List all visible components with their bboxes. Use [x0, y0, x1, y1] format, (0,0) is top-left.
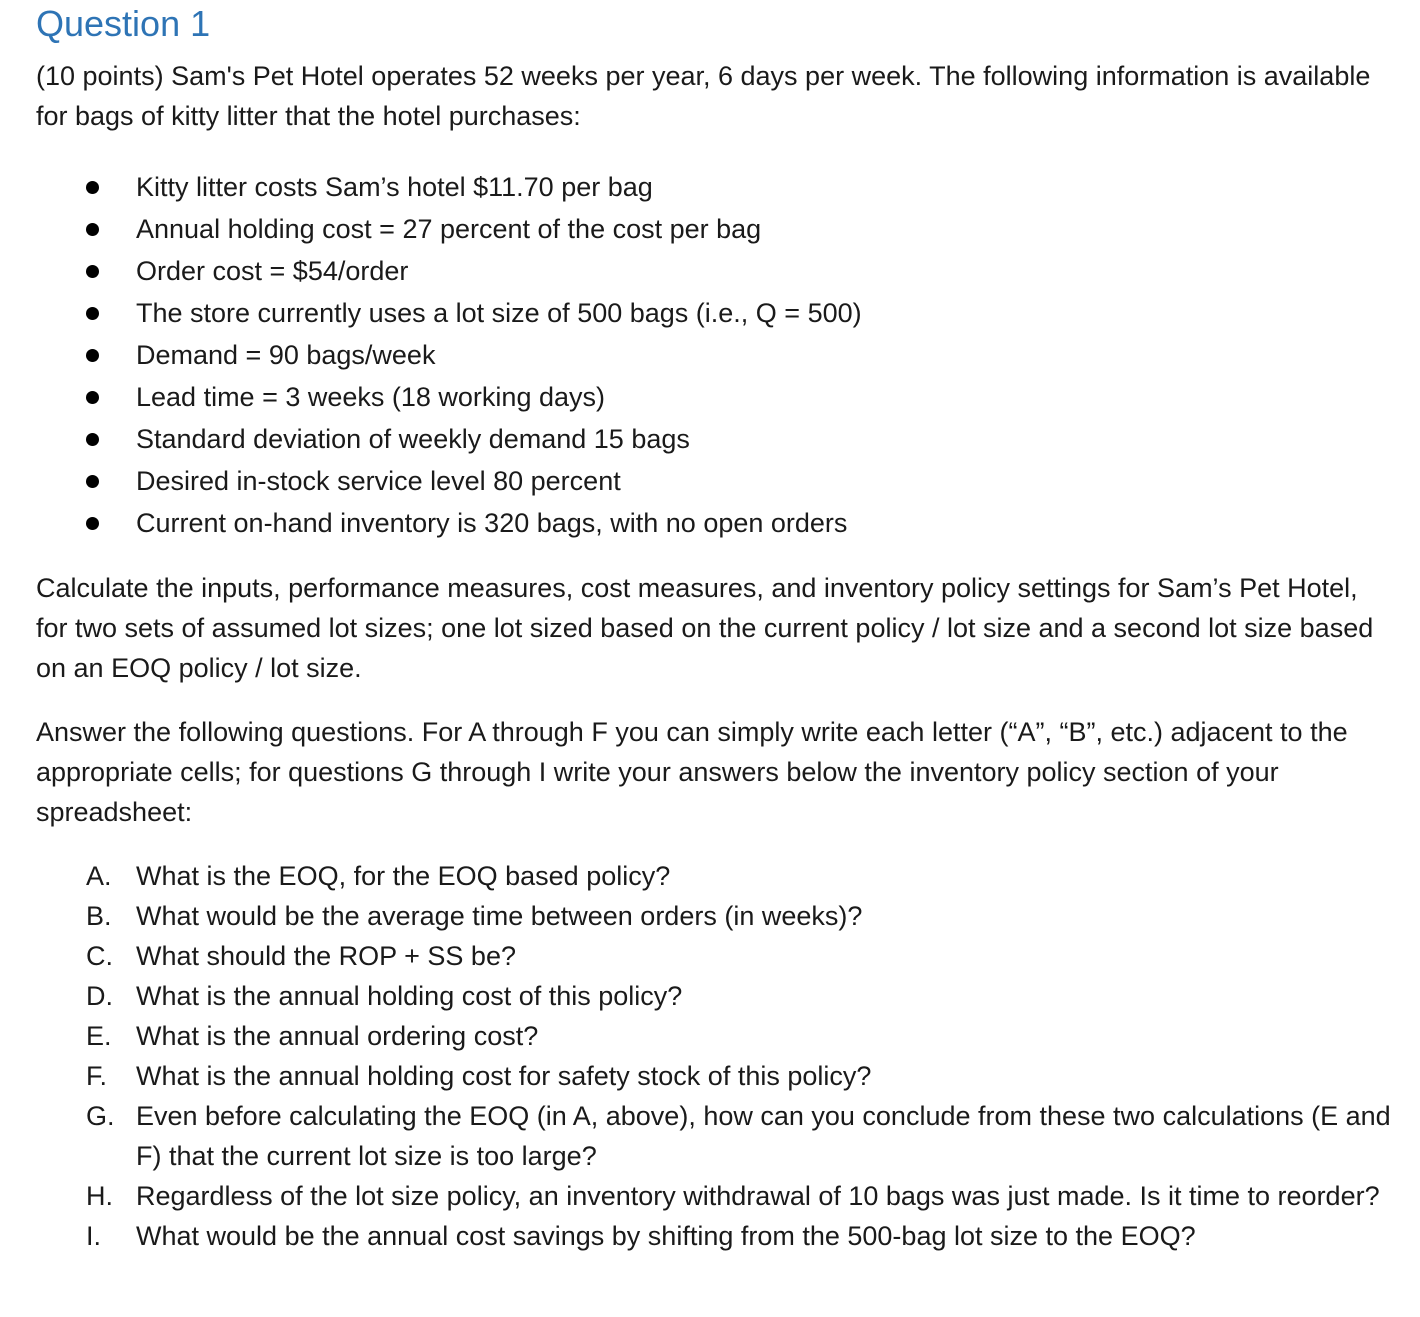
bullet-item [36, 166, 1396, 208]
bullet-text: Current on-hand inventory is 320 bags, with no open orders [136, 508, 848, 538]
question-letter: H. [86, 1181, 113, 1211]
bullet-text: Annual holding cost = 27 percent of the cost per bag [136, 214, 762, 244]
question-text: What would be the average time between orders (in weeks)? [136, 901, 863, 931]
question-item [36, 896, 1396, 936]
bullet-text: Desired in-stock service level 80 percent [136, 466, 621, 496]
bullet-item [36, 208, 1396, 250]
bullet-item [36, 376, 1396, 418]
bullet-item [36, 250, 1396, 292]
question-item [36, 1016, 1396, 1056]
bullet-icon [86, 433, 99, 446]
question-text: What is the annual ordering cost? [136, 1021, 539, 1051]
bullet-icon [86, 223, 99, 236]
question-text: What is the annual holding cost for safety stock of this policy? [136, 1061, 872, 1091]
question-item [36, 1176, 1396, 1216]
bullet-icon [86, 391, 99, 404]
question-letter: B. [86, 901, 112, 931]
question-title: Question 1 [36, 3, 211, 44]
question-letter: I. [86, 1221, 102, 1251]
bullet-item [36, 418, 1396, 460]
question-letter: C. [86, 941, 113, 971]
bullet-icon [86, 517, 99, 530]
question-text: Regardless of the lot size policy, an inventory withdrawal of 10 bags was just made. Is it time to reorder? [136, 1181, 1380, 1211]
bullet-text: The store currently uses a lot size of 500 bags (i.e., Q = 500) [136, 298, 862, 328]
bullet-item [36, 334, 1396, 376]
question-letter: D. [86, 981, 113, 1011]
question-letter: G. [86, 1101, 115, 1131]
bullet-text: Kitty litter costs Sam’s hotel $11.70 per bag [136, 172, 653, 202]
question-item [36, 1096, 1396, 1176]
bullet-icon [86, 475, 99, 488]
question-text: What should the ROP + SS be? [136, 941, 516, 971]
question-text: What is the annual holding cost of this policy? [136, 981, 683, 1011]
bullet-text: Order cost = $54/order [136, 256, 409, 286]
question-item [36, 936, 1396, 976]
question-letter: A. [86, 861, 112, 891]
bullet-icon [86, 307, 99, 320]
bullet-icon [86, 265, 99, 278]
calculate-paragraph: Calculate the inputs, performance measures, cost measures, and inventory policy settings for Sam’s Pet Hotel, for two sets of assumed lot sizes; one lot sized based on the current policy / lot size and a second lot size based on an EOQ policy / lot size. [36, 573, 1374, 683]
question-item [36, 1216, 1396, 1256]
question-text: What is the EOQ, for the EOQ based policy? [136, 861, 671, 891]
answer-instructions-paragraph: Answer the following questions. For A through F you can simply write each letter (“A”, “B”, etc.) adjacent to the appropriate cells; for questions G through I write your answers below the inventory policy section of your spreadsheet: [36, 717, 1348, 827]
question-item [36, 976, 1396, 1016]
document-page [36, 0, 1396, 1256]
question-item [36, 856, 1396, 896]
bullet-text: Lead time = 3 weeks (18 working days) [136, 382, 605, 412]
question-letter: F. [86, 1061, 108, 1091]
question-letter: E. [86, 1021, 112, 1051]
question-text: What would be the annual cost savings by shifting from the 500-bag lot size to the EOQ? [136, 1221, 1196, 1251]
bullet-item [36, 292, 1396, 334]
bullet-item [36, 460, 1396, 502]
bullet-icon [86, 181, 99, 194]
bullet-icon [86, 349, 99, 362]
question-list [36, 856, 1396, 1256]
bullet-item [36, 502, 1396, 544]
question-item [36, 1056, 1396, 1096]
given-info-list [36, 166, 1396, 544]
bullet-text: Demand = 90 bags/week [136, 340, 436, 370]
bullet-text: Standard deviation of weekly demand 15 bags [136, 424, 690, 454]
question-text: Even before calculating the EOQ (in A, above), how can you conclude from these two calculations (E and F) that the current lot size is too large? [136, 1101, 1391, 1171]
intro-paragraph: (10 points) Sam's Pet Hotel operates 52 weeks per year, 6 days per week. The following information is available for bags of kitty litter that the hotel purchases: [36, 61, 1371, 131]
